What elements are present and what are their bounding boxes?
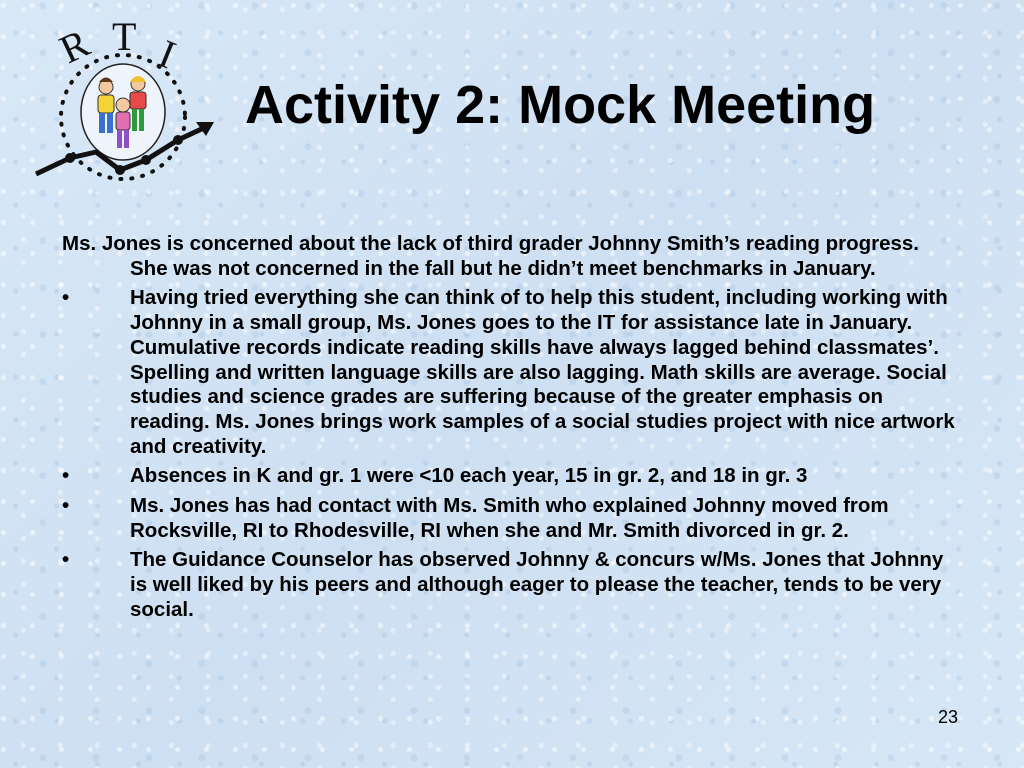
bullet-item (62, 286, 962, 459)
intro-paragraph: Ms. Jones is concerned about the lack of third grader Johnny Smith’s reading progress. She was not concerned in the fall but he didn’t meet benchmarks in January. (62, 232, 920, 280)
bullet-icon: • (62, 464, 70, 488)
svg-text:T: T (112, 14, 137, 59)
bullet-item (62, 464, 962, 489)
bullet-text: The Guidance Counselor has observed Johnny & concurs w/Ms. Jones that Johnny is well liked by his peers and although eager to please the teacher, tends to be very social. (130, 548, 944, 621)
slide-title: Activity 2: Mock Meeting (245, 75, 876, 135)
bullet-item (62, 494, 962, 543)
page-number: 23 (938, 707, 959, 727)
bullet-item (62, 548, 962, 622)
bullet-text: Ms. Jones has had contact with Ms. Smith who explained Johnny moved from Rocksville, RI to Rhodesville, RI when she and Mr. Smith divorced in gr. 2. (130, 494, 889, 542)
svg-text:R: R (52, 20, 96, 73)
bullet-icon: • (62, 286, 70, 310)
bullet-icon: • (62, 494, 70, 518)
svg-text:I: I (152, 30, 182, 78)
bullet-icon: • (62, 548, 70, 572)
slide-body (62, 232, 962, 628)
bullet-text: Absences in K and gr. 1 were <10 each year, 15 in gr. 2, and 18 in gr. 3 (130, 464, 808, 488)
bullet-text: Having tried everything she can think of to help this student, including working with Johnny in a small group, Ms. Jones goes to the IT for assistance late in January. Cumulative records indicate reading skills have always lagged behind classmates’. Spelling and written language skills are also lagging. Math skills are average. Social studies and science grades are suffering because of the greater emphasis on reading. Ms. Jones brings work samples of a social studies project with nice artwork and creativity. (130, 286, 955, 458)
rti-logo-icon (28, 12, 218, 202)
